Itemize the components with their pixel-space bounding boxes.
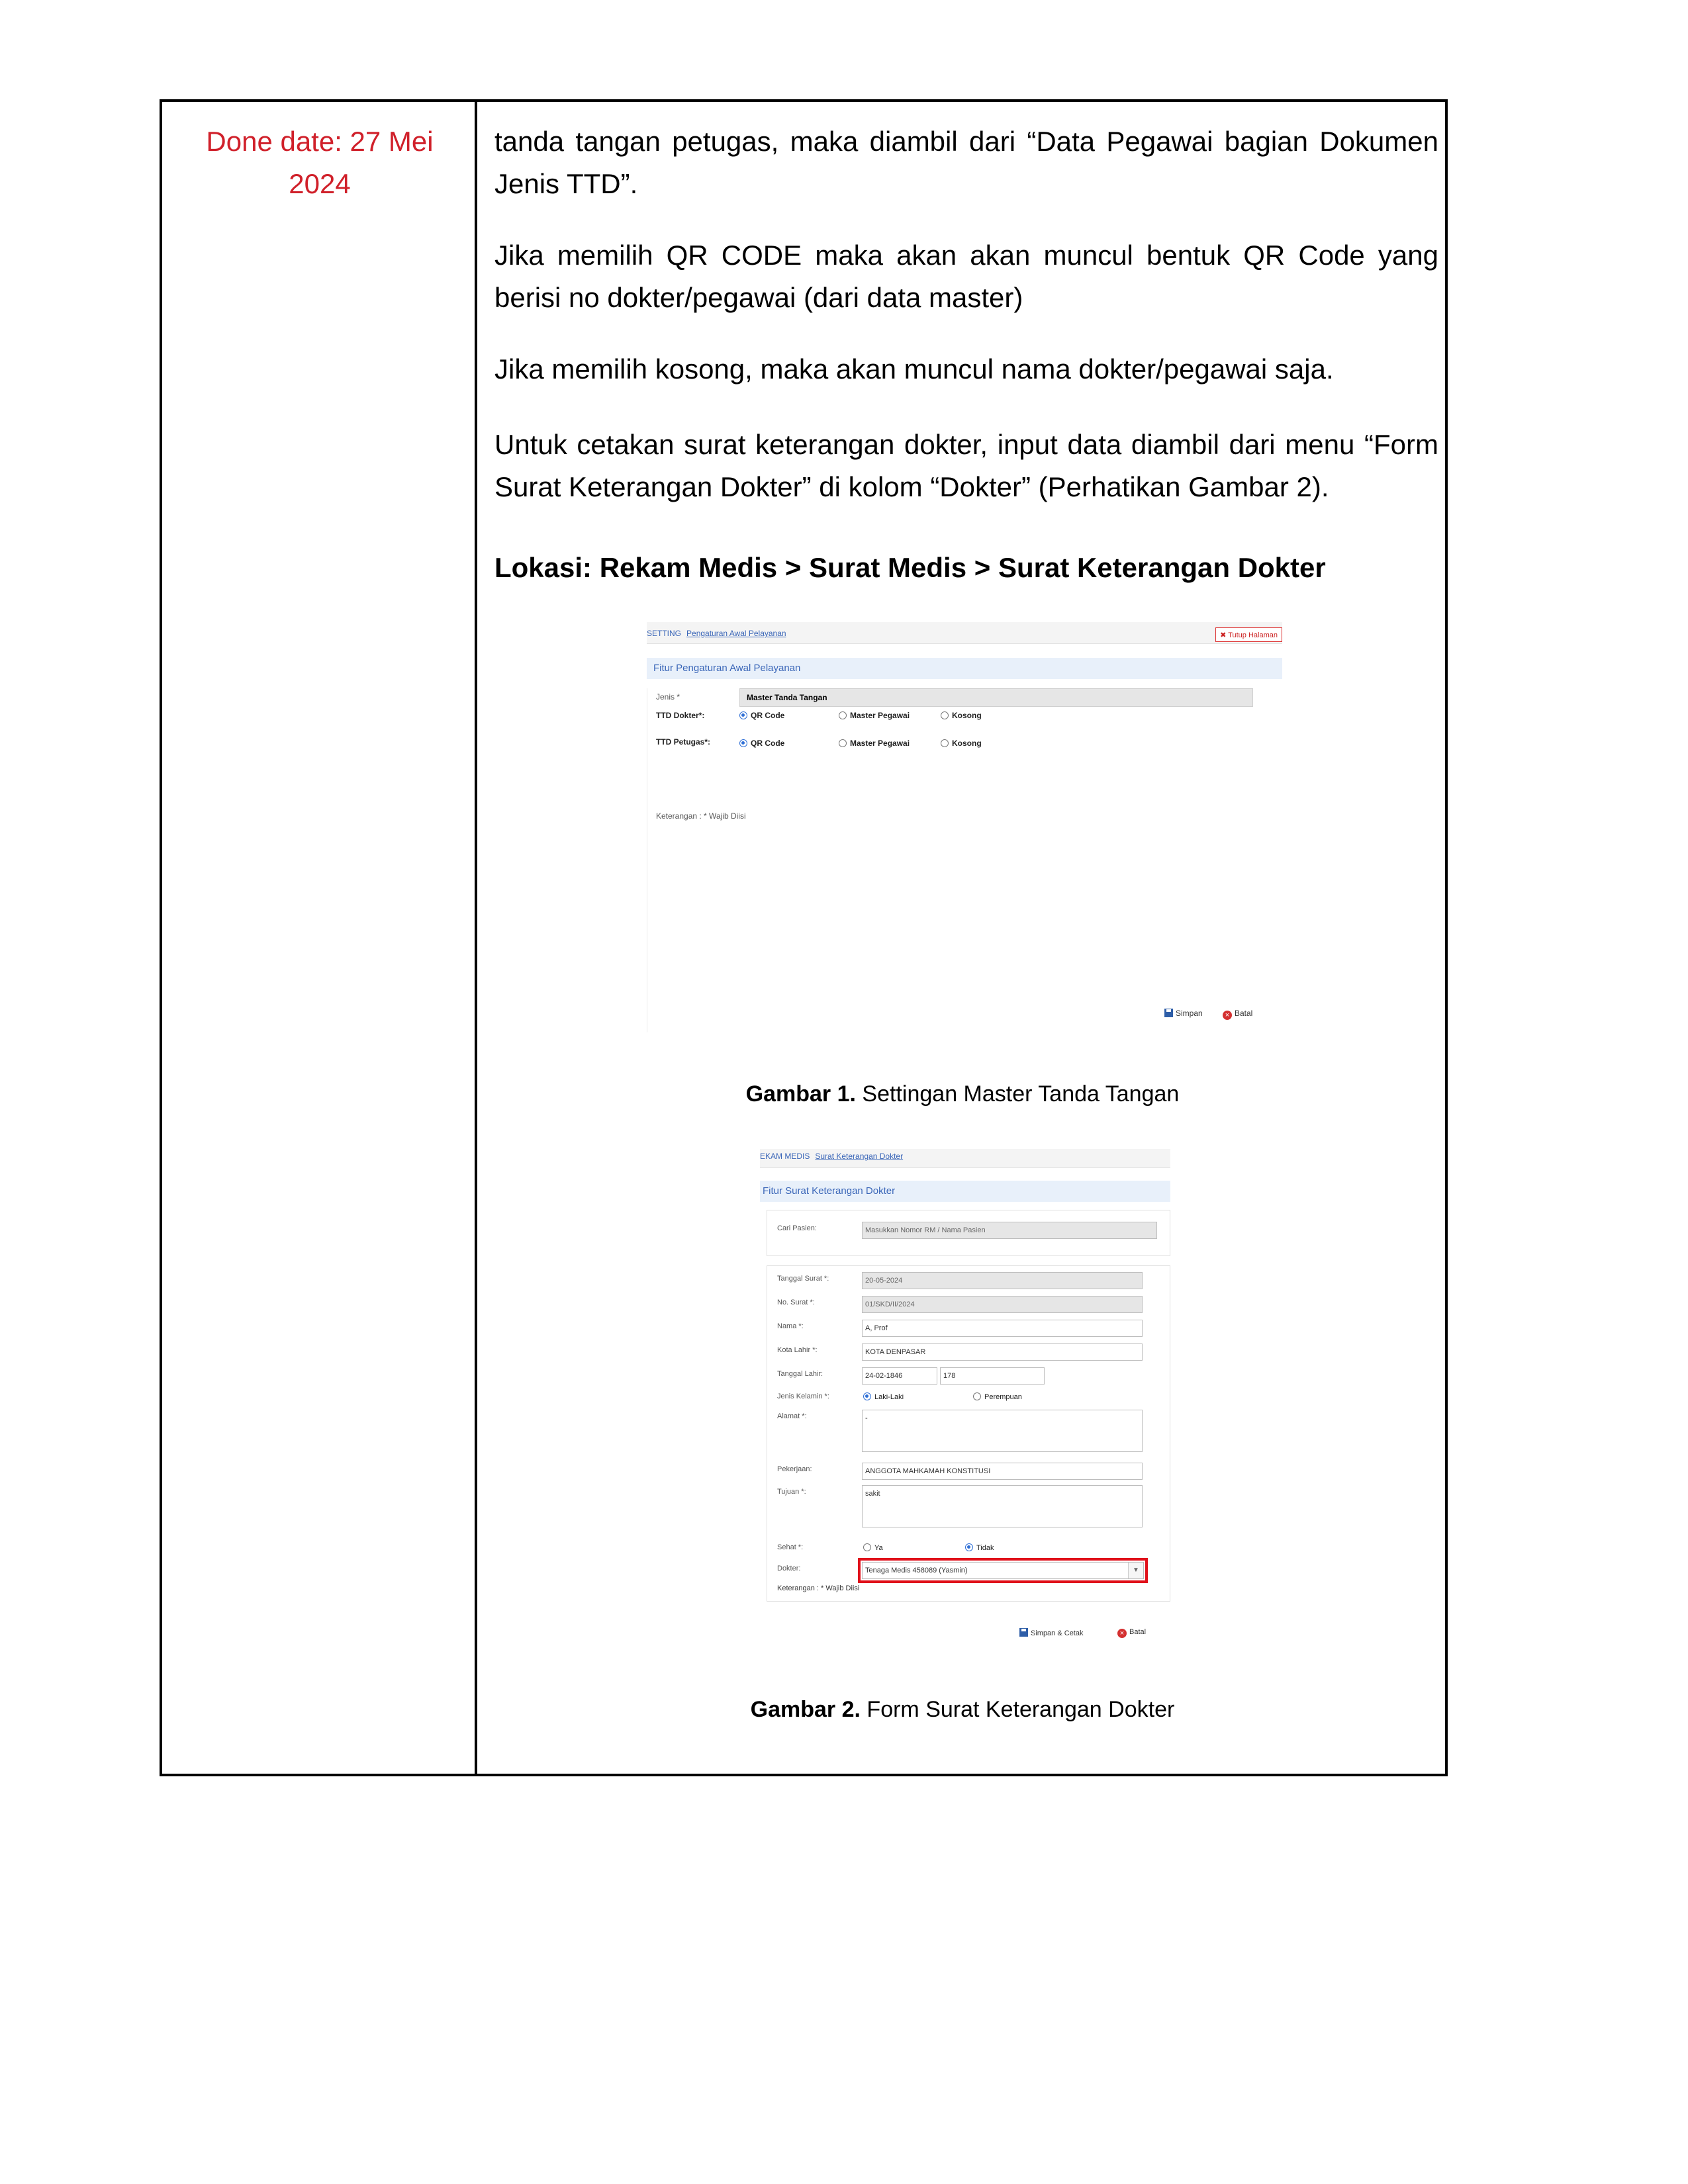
ttd-dokter-label: TTD Dokter*: [656, 711, 705, 720]
figure2-caption-text: Form Surat Keterangan Dokter [860, 1697, 1175, 1722]
save-label: Simpan & Cetak [1031, 1629, 1084, 1637]
kota-lahir-input[interactable]: KOTA DENPASAR [862, 1343, 1143, 1361]
left-cell [162, 102, 477, 1774]
cancel-button[interactable] [1223, 1009, 1252, 1020]
figure2-caption [480, 1697, 1445, 1723]
paragraph-cetakan: Untuk cetakan surat keterangan dokter, input data diambil dari menu “Form Surat Keterangan Dokter” di kolom “Dokter” (Perhatikan Gambar 2). [494, 429, 1438, 502]
save-print-button[interactable] [1019, 1628, 1083, 1637]
radio-selected-icon [739, 739, 747, 747]
nama-input[interactable]: A, Prof [862, 1320, 1143, 1337]
save-button[interactable] [1164, 1009, 1203, 1018]
jenis-field[interactable]: Master Tanda Tangan [739, 688, 1253, 707]
radio-icon [839, 739, 847, 747]
cancel-button[interactable] [1117, 1628, 1146, 1638]
figure2-breadcrumb [760, 1152, 903, 1161]
radio-icon [973, 1392, 981, 1400]
sehat-label: Sehat *: [777, 1543, 804, 1551]
dokter-label: Dokter: [777, 1565, 801, 1572]
close-icon: ✖ [1220, 631, 1229, 639]
floppy-disk-icon [1019, 1628, 1028, 1637]
no-surat-label: No. Surat *: [777, 1298, 815, 1306]
ttd-petugas-qr-radio[interactable] [739, 739, 784, 748]
option-label: Master Pegawai [850, 739, 910, 748]
radio-selected-icon [965, 1543, 973, 1551]
lokasi-heading: Lokasi: Rekam Medis > Surat Medis > Surat Keterangan Dokter [494, 552, 1326, 583]
ttd-dokter-master-radio[interactable] [839, 711, 910, 720]
cari-pasien-label: Cari Pasien: [777, 1224, 817, 1232]
radio-icon [839, 711, 847, 719]
done-date-line2: 2024 [289, 168, 351, 199]
dokter-highlight [858, 1558, 1148, 1583]
tujuan-textarea[interactable]: sakit [862, 1485, 1143, 1527]
breadcrumb-root: SETTING [647, 629, 682, 638]
option-label: Master Pegawai [850, 711, 910, 720]
figure1-caption-text: Settingan Master Tanda Tangan [855, 1081, 1180, 1107]
close-page-label: Tutup Halaman [1228, 631, 1278, 639]
umur-input[interactable]: 178 [940, 1367, 1045, 1385]
sehat-tidak-radio[interactable] [965, 1543, 994, 1552]
tujuan-label: Tujuan *: [777, 1488, 806, 1496]
option-label: QR Code [751, 711, 785, 720]
cancel-label: Batal [1235, 1009, 1253, 1018]
jenis-label: Jenis * [656, 692, 680, 702]
option-label: Kosong [952, 739, 982, 748]
keterangan-note: Keterangan : * Wajib Diisi [656, 811, 746, 821]
sehat-ya-radio[interactable] [863, 1543, 883, 1552]
ttd-petugas-master-radio[interactable] [839, 739, 910, 748]
pekerjaan-label: Pekerjaan: [777, 1465, 812, 1473]
radio-selected-icon [739, 711, 747, 719]
dokter-selected-value: Tenaga Medis 458089 (Yasmin) [865, 1567, 968, 1574]
option-label: Ya [874, 1544, 883, 1552]
option-label: QR Code [751, 739, 785, 748]
cancel-icon: × [1117, 1629, 1127, 1638]
figure2-caption-label: Gambar 2. [750, 1697, 861, 1722]
ttd-petugas-label: TTD Petugas*: [656, 737, 711, 747]
radio-icon [863, 1543, 871, 1551]
option-label: Kosong [952, 711, 982, 720]
no-surat-input[interactable]: 01/SKD/II/2024 [862, 1296, 1143, 1313]
radio-icon [941, 711, 949, 719]
figure1-screenshot [647, 622, 1282, 1032]
radio-icon [941, 739, 949, 747]
tanggal-surat-input[interactable]: 20-05-2024 [862, 1272, 1143, 1289]
ttd-petugas-kosong-radio[interactable] [941, 739, 982, 748]
chevron-down-icon: ▼ [1128, 1563, 1143, 1578]
jk-laki-radio[interactable] [863, 1392, 904, 1401]
figure2-panel-title: Fitur Surat Keterangan Dokter [760, 1181, 1170, 1202]
nama-label: Nama *: [777, 1322, 804, 1330]
ttd-dokter-kosong-radio[interactable] [941, 711, 982, 720]
save-label: Simpan [1176, 1009, 1203, 1018]
paragraph-ttd-petugas: tanda tangan petugas, maka diambil dari “Data Pegawai bagian Dokumen Jenis TTD”. [494, 126, 1438, 199]
option-label: Perempuan [984, 1393, 1022, 1401]
option-label: Laki-Laki [874, 1393, 904, 1401]
dokter-select[interactable] [862, 1562, 1144, 1579]
figure2-screenshot [760, 1149, 1170, 1648]
figure1-breadcrumb [647, 629, 786, 638]
search-patient-input[interactable]: Masukkan Nomor RM / Nama Pasien [862, 1222, 1157, 1239]
kota-lahir-label: Kota Lahir *: [777, 1346, 818, 1354]
figure1-caption [480, 1081, 1445, 1107]
alamat-textarea[interactable]: - [862, 1410, 1143, 1452]
breadcrumb-root: EKAM MEDIS [760, 1152, 810, 1161]
option-label: Tidak [976, 1544, 994, 1552]
floppy-disk-icon [1164, 1009, 1173, 1017]
paragraph-kosong: Jika memilih kosong, maka akan muncul nama dokter/pegawai saja. [494, 353, 1334, 385]
jenis-kelamin-label: Jenis Kelamin *: [777, 1392, 829, 1400]
keterangan-note: Keterangan : * Wajib Diisi [777, 1584, 860, 1592]
tanggal-surat-label: Tanggal Surat *: [777, 1275, 829, 1283]
done-date-line1: Done date: 27 Mei [206, 126, 434, 157]
breadcrumb-link[interactable]: Pengaturan Awal Pelayanan [686, 629, 786, 638]
cancel-icon: × [1223, 1011, 1232, 1020]
paragraph-qr-code: Jika memilih QR CODE maka akan akan muncul bentuk QR Code yang berisi no dokter/pegawai (dari data master) [494, 240, 1438, 313]
done-date [162, 120, 477, 205]
ttd-dokter-qr-radio[interactable] [739, 711, 784, 720]
tanggal-lahir-label: Tanggal Lahir: [777, 1370, 823, 1378]
figure1-caption-label: Gambar 1. [745, 1081, 856, 1107]
tanggal-lahir-input[interactable]: 24-02-1846 [862, 1367, 937, 1385]
jk-perempuan-radio[interactable] [973, 1392, 1022, 1401]
figure1-panel-title: Fitur Pengaturan Awal Pelayanan [647, 658, 1282, 679]
alamat-label: Alamat *: [777, 1412, 807, 1420]
breadcrumb-link[interactable]: Surat Keterangan Dokter [815, 1152, 904, 1161]
close-page-button[interactable] [1215, 627, 1282, 642]
radio-selected-icon [863, 1392, 871, 1400]
cancel-label: Batal [1129, 1628, 1147, 1636]
pekerjaan-input[interactable]: ANGGOTA MAHKAMAH KONSTITUSI [862, 1463, 1143, 1480]
